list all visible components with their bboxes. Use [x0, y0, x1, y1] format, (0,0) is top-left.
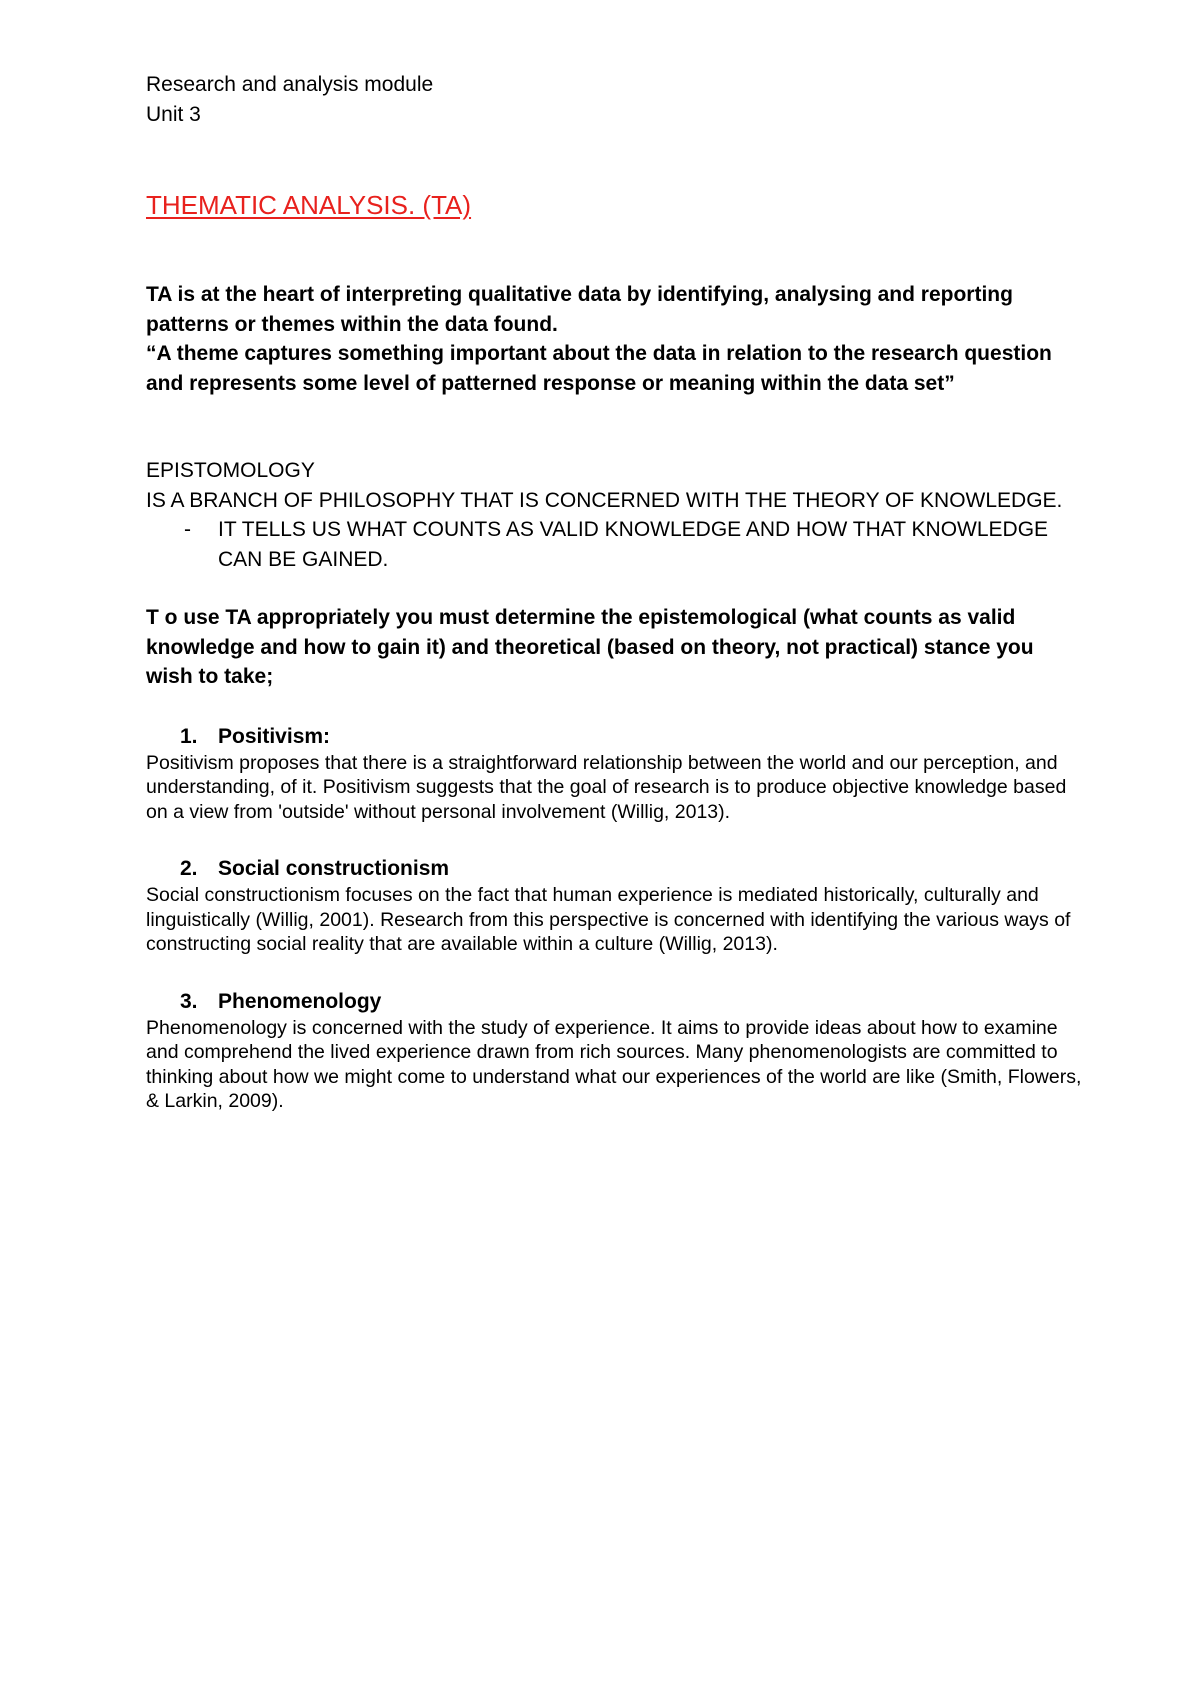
- list-item-phenomenology: [146, 987, 1086, 1114]
- epistemology-heading: EPISTOMOLOGY: [146, 459, 315, 482]
- list-item-number: 3.: [180, 989, 198, 1013]
- list-item-title: Social constructionism: [218, 857, 450, 880]
- list-item-number: 1.: [180, 724, 198, 748]
- page-title: THEMATIC ANALYSIS. (TA): [146, 190, 472, 220]
- ta-definition: TA is at the heart of interpreting qualitative data by identifying, analysing and reporting patterns or themes within the data found.: [146, 283, 1013, 336]
- epistemology-definition: IS A BRANCH OF PHILOSOPHY THAT IS CONCERNED WITH THE THEORY OF KNOWLEDGE.: [146, 488, 1063, 512]
- bullet-text: IT TELLS US WHAT COUNTS AS VALID KNOWLEDGE AND HOW THAT KNOWLEDGE CAN BE GAINED.: [218, 518, 1049, 571]
- list-item-title: Phenomenology: [218, 989, 382, 1013]
- module-name: Research and analysis module: [146, 73, 434, 96]
- list-item-body: Phenomenology is concerned with the study of experience. It aims to provide ideas about how to examine and comprehend the lived experience drawn from rich sources. Many phenomenologists are committed to thinking about how we might come to understand what our experiences of the world are like (Smith, Flowers, & Larkin, 2009).: [146, 1016, 1082, 1112]
- list-item-heading: [146, 854, 1086, 883]
- unit-label: Unit 3: [146, 103, 201, 126]
- bullet-dash: -: [184, 518, 191, 541]
- list-item-social-constructionism: [146, 854, 1086, 957]
- approaches-list: [146, 722, 1086, 1114]
- list-item-positivism: [146, 722, 1086, 825]
- stance-paragraph: T o use TA appropriately you must determine the epistemological (what counts as valid knowledge and how to gain it) and theoretical (based on theory, not practical) stance you wish to take;: [146, 606, 1034, 688]
- list-item-body: Social constructionism focuses on the fact that human experience is mediated historically, culturally and linguistically (Willig, 2001). Research from this perspective is concerned with identifying the various ways of constructing social reality that are available within a culture (Willig, 2013).: [146, 884, 1071, 955]
- epistemology-bullet: [146, 515, 1086, 574]
- list-item-number: 2.: [180, 857, 198, 880]
- list-item-title: Positivism:: [218, 724, 331, 748]
- theme-quote: “A theme captures something important about the data in relation to the research question and represents some level of patterned response or meaning within the data set”: [146, 342, 1052, 395]
- document-page: [146, 70, 1086, 1114]
- list-item-body: Positivism proposes that there is a straightforward relationship between the world and our perception, and understanding, of it. Positivism suggests that the goal of research is to produce objective knowledge based on a view from 'outside' without personal involvement (Willig, 2013).: [146, 751, 1067, 823]
- list-item-heading: [146, 722, 1086, 751]
- list-item-heading: [146, 987, 1086, 1016]
